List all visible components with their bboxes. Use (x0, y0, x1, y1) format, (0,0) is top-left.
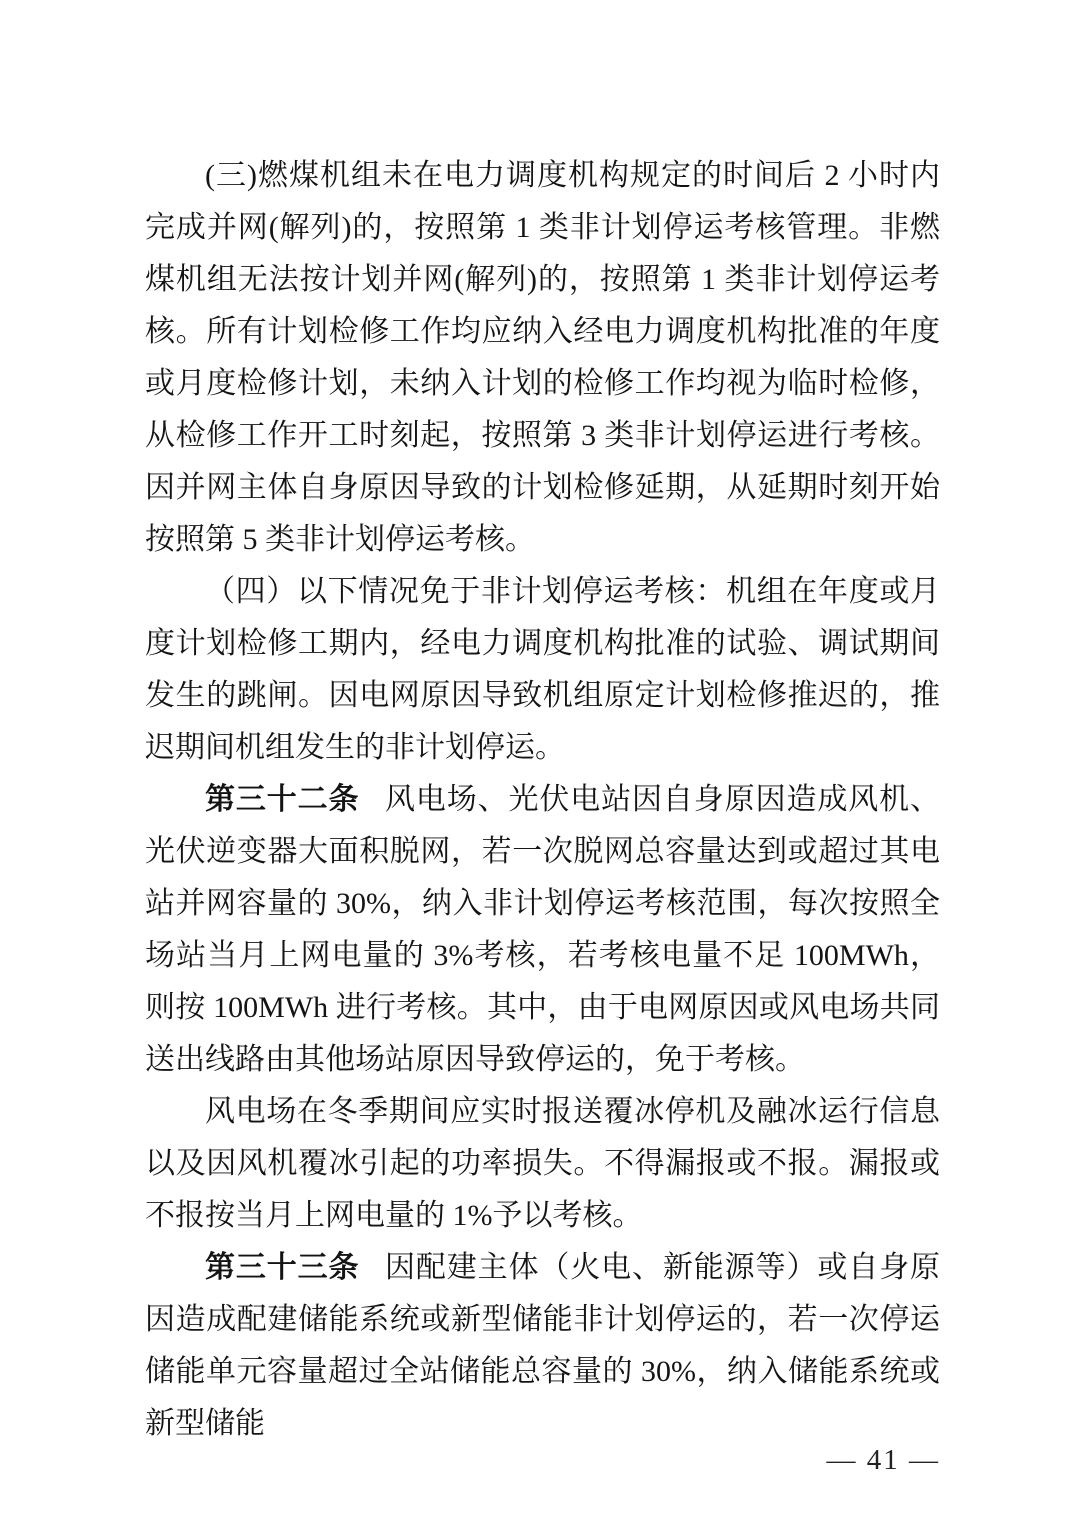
article-32-paragraph (145, 774, 940, 1086)
clause-3-paragraph: (三)燃煤机组未在电力调度机构规定的时间后 2 小时内完成并网(解列)的，按照第 1 类非计划停运考核管理。非燃煤机组无法按计划并网(解列)的，按照第 1 类非计划停运考核。所有计划检修工作均应纳入经电力调度机构批准的年度或月度检修计划，未纳入计划的检修工作均视为临时检修，从检修工作开工时刻起，按照第 3 类非计划停运进行考核。因并网主体自身原因导致的计划检修延期，从延期时刻开始按照第 5 类非计划停运考核。 (145, 159, 940, 556)
clause-4-paragraph: （四）以下情况免于非计划停运考核：机组在年度或月度计划检修工期内，经电力调度机构批准的试验、调试期间发生的跳闸。因电网原因导致机组原定计划检修推迟的，推迟期间机组发生的非计划停运。 (145, 575, 940, 764)
page-number: — 41 — (826, 1444, 940, 1476)
wind-farm-winter-paragraph: 风电场在冬季期间应实时报送覆冰停机及融冰运行信息以及因风机覆冰引起的功率损失。不得漏报或不报。漏报或不报按当月上网电量的 1%予以考核。 (145, 1095, 940, 1232)
article-33-paragraph (145, 1242, 940, 1450)
article-33-number: 第三十三条 (205, 1251, 360, 1284)
article-33-text: 因配建主体（火电、新能源等）或自身原因造成配建储能系统或新型储能非计划停运的，若一次停运储能单元容量超过全站储能总容量的 30%，纳入储能系统或新型储能 (145, 1251, 941, 1440)
article-32-number: 第三十二条 (205, 783, 360, 816)
article-32-text: 风电场、光伏电站因自身原因造成风机、光伏逆变器大面积脱网，若一次脱网总容量达到或超过其电站并网容量的 30%，纳入非计划停运考核范围，每次按照全场站当月上网电量的 3%考核，若考核电量不足 100MWh，则按 100MWh 进行考核。其中，由于电网原因或风电场共同送出线路由其他场站原因导致停运的，免于考核。 (145, 783, 941, 1076)
